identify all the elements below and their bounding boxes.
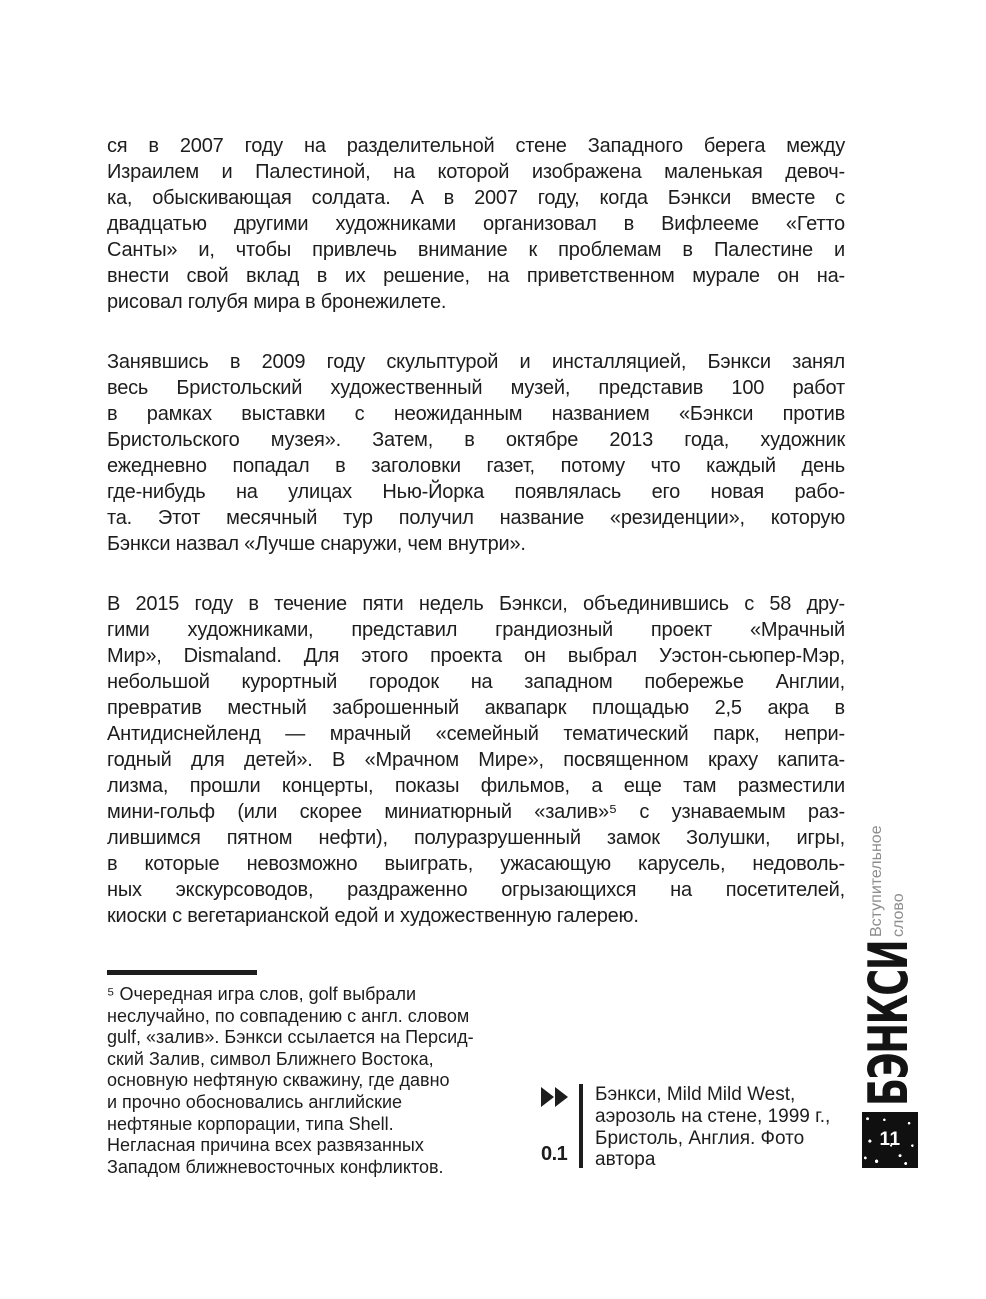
text-line: Израилем и Палестиной, на которой изображена маленькая девоч- [107,161,845,183]
footnote-rule [107,970,257,975]
text-line: Бэнкси назвал «Лучше снаружи, чем внутри». [107,533,526,555]
caption-line: автора [595,1149,656,1171]
body-text [107,133,845,929]
text-line: Санты» и, чтобы привлечь внимание к проблемам в Палестине и [107,239,845,261]
footnote-lines [107,984,552,1178]
book-title-vertical: БЭНКСИ [857,940,920,1106]
text-line: годный для детей». В «Мрачном Мире», посвященном краху капита- [107,749,845,771]
text-line: в рамках выставки с неожиданным названием «Бэнкси против [107,403,845,425]
footnote-line: неслучайно, по совпадению с англ. словом [107,1005,470,1026]
figure-caption-text [595,1084,875,1171]
footnote-line: gulf, «залив». Бэнкси ссылается на Персид- [107,1027,474,1048]
paragraph [107,349,845,557]
text-line: весь Бристольский художественный музей, представив 100 работ [107,377,845,399]
footnote-line: нефтяные корпорации, типа Shell. [107,1113,394,1134]
text-line: ных экскурсоводов, раздраженно огрызающихся на посетителей, [107,879,845,901]
text-line: Бристольского музея». Затем, в октябре 2013 года, художник [107,429,845,451]
text-line: небольшой курортный городок на западном побережье Англии, [107,671,845,693]
text-line: В 2015 году в течение пяти недель Бэнкси, объединившись с 58 дру- [107,593,845,615]
chapter-title-vertical [866,825,910,937]
figure-number: 0.1 [541,1143,568,1165]
text-line: Мир», Dismaland. Для этого проекта он выбрал Уэстон-сьюпер-Мэр, [107,645,845,667]
caption-divider [579,1084,583,1168]
right-triangle-icon [541,1087,554,1107]
chapter-title-line1: Вступительное [868,825,885,937]
text-line: внести свой вклад в их решение, на приветственном мурале он на- [107,265,845,287]
text-line: мини-гольф (или скорее миниатюрный «залив»⁵ с узнаваемым раз- [107,801,845,823]
text-line: лизма, прошли концерты, показы фильмов, а еще там разместили [107,775,845,797]
footnote-line: ский Залив, символ Ближнего Востока, [107,1048,434,1069]
text-line: в которые невозможно выиграть, ужасающую карусель, недоволь- [107,853,845,875]
footnote-line: основную нефтяную скважину, где давно [107,1070,450,1091]
text-line: ежедневно попадал в заголовки газет, потому что каждый день [107,455,845,477]
paragraph [107,133,845,315]
text-line: превратив местный заброшенный аквапарк площадью 2,5 акра в [107,697,845,719]
footnote-line: Негласная причина всех развязанных [107,1135,424,1156]
caption-line: Бристоль, Англия. Фото [595,1127,805,1149]
text-line: Занявшись в 2009 году скульптурой и инсталляцией, Бэнкси занял [107,351,845,373]
chapter-title-line2: слово [890,893,907,937]
figure-caption-left [541,1084,573,1166]
page-number: 11 [879,1129,901,1150]
text-line: киоски с вегетарианской едой и художественную галерею. [107,905,639,927]
text-line: рисовал голубя мира в бронежилете. [107,291,447,313]
footnote-line: Западом ближневосточных конфликтов. [107,1156,444,1177]
footnote-line: ⁵ Очередная игра слов, golf выбрали [107,984,417,1004]
page-number-stamp [862,1112,918,1168]
figure-caption [541,1084,875,1171]
text-line: Антидиснейленд — мрачный «семейный тематический парк, непри- [107,723,845,745]
text-line: та. Этот месячный тур получил название «резиденции», которую [107,507,845,529]
double-right-triangles-icon [541,1084,573,1107]
footnote-line: и прочно обосновались английские [107,1091,403,1112]
text-line: гими художниками, представил грандиозный проект «Мрачный [107,619,845,641]
caption-line: Бэнкси, Mild Mild West, [595,1084,796,1105]
text-line: ся в 2007 году на разделительной стене Западного берега между [107,135,845,157]
text-line: ка, обыскивающая солдата. А в 2007 году, когда Бэнкси вместе с [107,187,845,209]
right-triangle-icon [555,1087,568,1107]
text-line: где-нибудь на улицах Нью-Йорка появлялась его новая рабо- [107,481,845,503]
caption-line: аэрозоль на стене, 1999 г., [595,1105,831,1127]
text-line: лившимся пятном нефти), полуразрушенный замок Золушки, игры, [107,827,845,849]
paragraph [107,591,845,929]
text-line: двадцатью другими художниками организовал в Вифлееме «Гетто [107,213,845,235]
footnote [107,970,552,1178]
